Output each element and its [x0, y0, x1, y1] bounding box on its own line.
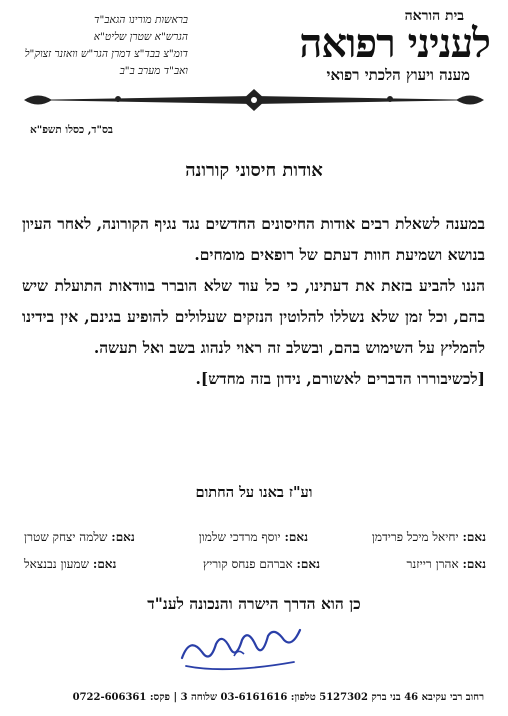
signatory-name: אהרן רייזנר [406, 557, 459, 571]
signatory-label: נאם: [296, 557, 321, 571]
institution-label: בית הוראה [404, 8, 464, 24]
letterhead-subtitle: מענה ויעוץ הלכתי רפואי [326, 66, 470, 84]
body-paragraph: הננו להביע בזאת את דעתינו, כי כל עוד שלא הוברר בוודאות התועלת שיש בהם, וכל זמן שלא נשללו להלוטין הנזקים שעלולים להופיע בגינם, אין בידינו להמליץ על השימוש בהם, ובשלב זה ראוי לנהוג בשב ואל תעשה. [22, 276, 485, 357]
letter-subject: אודות חיסוני קורונה [185, 160, 323, 181]
signatory-name: אברהם פנחס קוריץ [202, 557, 293, 571]
body-paragraph: [לכשיבוררו הדברים לאשורם, נידון בזה מחדש]. [195, 369, 485, 388]
rabbi-line: בראשות מורינו הגאב"ד [94, 14, 188, 26]
signatory-row [24, 530, 486, 545]
signatory-name: שמעון נבנצאל [24, 557, 90, 571]
signatory [24, 530, 135, 545]
signatory-name: יוסף מרדכי שלמון [198, 530, 281, 544]
rabbi-line: הגרש"א שטרן שליט"א [93, 31, 188, 43]
signed-intro: וע"ז באנו על החתום [195, 484, 313, 501]
signatory-label: נאם: [92, 557, 117, 571]
handwritten-signature [176, 618, 306, 676]
letter-date: בס"ד, כסלו תשפ"א [30, 124, 113, 136]
signatory-name: יחיאל מיכל פרידמן [371, 530, 459, 544]
signatory-label: נאם: [462, 557, 486, 571]
rabbi-line: דומ"צ בבד"צ דמרן הגר"ש וואזנר זצוק"ל [24, 48, 188, 60]
ornamental-divider [18, 87, 490, 113]
signatory-label: נאם: [111, 530, 135, 544]
signatory-label: נאם: [462, 530, 486, 544]
signatory [199, 530, 308, 545]
letter-body [22, 208, 485, 394]
contact-footer: רחוב רבי עקיבא 46 בני ברק 5127302 טלפון: 03-6161616 שלוחה 3 | פקס: 0722-606361 [72, 692, 484, 703]
rabbi-line: ואב"ד מערב ב"ב [119, 65, 188, 77]
closing-line: כן הוא הדרך הישרה והנכונה לענ"ד [147, 594, 361, 613]
signatory-name: שלמה יצחק שטרן [24, 530, 108, 544]
rabbi-credentials [18, 12, 188, 80]
signatory [203, 557, 320, 572]
signatory [406, 557, 486, 572]
letterhead-title: לעניני רפואה [299, 20, 490, 67]
signatory [24, 557, 116, 572]
signatory [372, 530, 486, 545]
signatory-row [24, 557, 486, 572]
signatory-label: נאם: [284, 530, 308, 544]
body-paragraph: במענה לשאלת רבים אודות החיסונים החדשים נגד נגיף הקורונה, לאחר העיון בנושא ושמיעת חוות דעתם של רופאים מומחים. [22, 214, 485, 264]
